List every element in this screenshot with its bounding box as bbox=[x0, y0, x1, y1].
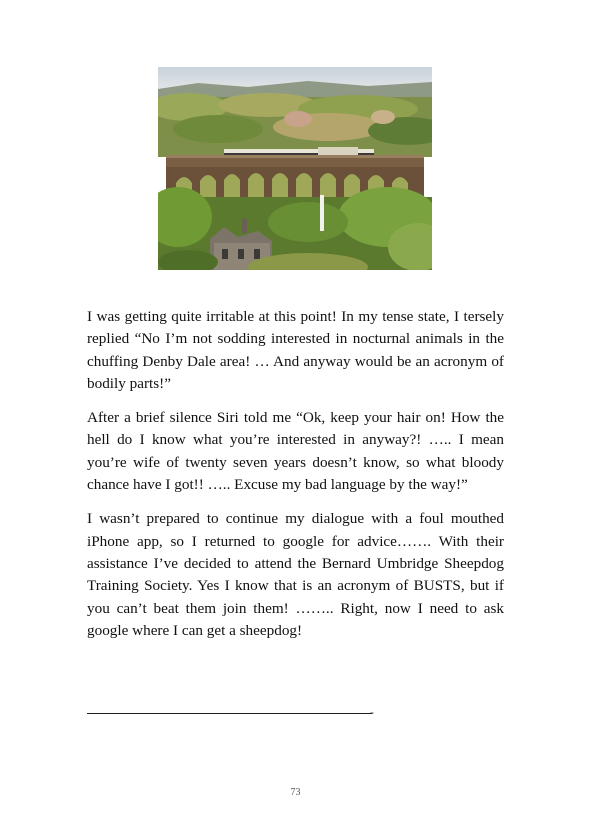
body-text bbox=[87, 306, 504, 654]
paragraph-1: I was getting quite irritable at this point! In my tense state, I tersely replied “No I’m not sodding interested in nocturnal animals in the chuffing Denby Dale area! … And anyway would be an acronym of bodily parts!” bbox=[87, 308, 504, 392]
paragraph-3: I wasn’t prepared to continue my dialogue with a foul mouthed iPhone app, so I returned to google for advice……. With their assistance I’ve decided to attend the Bernard Umbridge Sheepdog Training Society. Yes I know that is an acronym of BUSTS, but if you can’t beat them join them! …….. Right, now I need to ask google where I can get a sheepdog! bbox=[87, 510, 504, 639]
footnote-rule-end: - bbox=[370, 705, 374, 719]
footnote-rule bbox=[87, 713, 372, 714]
page-number: 73 bbox=[290, 787, 301, 798]
paragraph-2: After a brief silence Siri told me “Ok, keep your hair on! How the hell do I know what you’re interested in anyway?! ….. I mean you’re wife of twenty seven years doesn’t know, so what bloody chance have I got!! ….. Excuse my bad language by the way!” bbox=[87, 409, 504, 494]
viaduct-photo bbox=[158, 67, 432, 270]
